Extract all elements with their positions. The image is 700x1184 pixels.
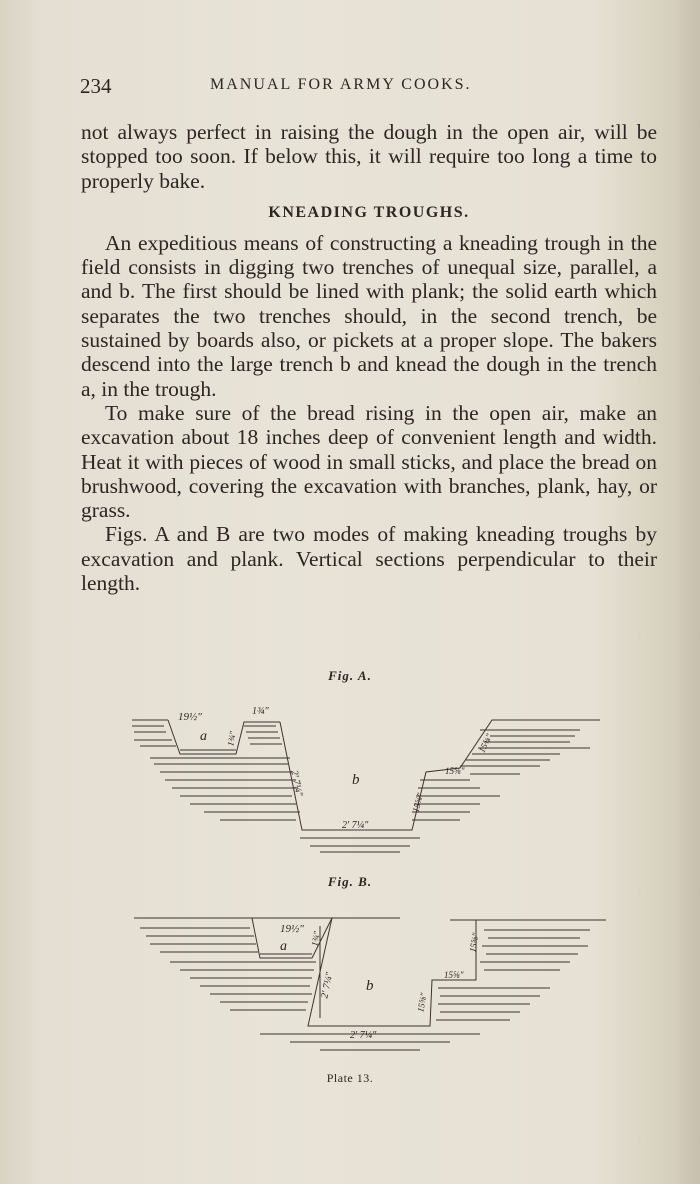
section-heading: KNEADING TROUGHS. (268, 203, 470, 221)
figure-b-trench-b-label: b (366, 978, 374, 994)
figure-a-depth-a-label: 1¾" (225, 730, 238, 747)
paragraph-bread-rising: To make sure of the bread rising in the open air, make an excavation about 18 inches deep of convenient length and width. Heat it with pieces of wood in small sticks, and place the bread on brushwood, covering the excavation with branches, plank, hay, or grass. (81, 400, 657, 523)
figure-b-right-lower-label: 15⅝" (415, 992, 429, 1013)
page-number: 234 (80, 74, 112, 98)
figure-a (120, 700, 610, 860)
figure-b-drawing (120, 908, 620, 1058)
paragraph-continuation: not always perfect in raising the dough in the open air, will be stopped too soon. If below this, it will require too long a time to properly bake. (81, 120, 657, 193)
figure-a-bottom-label: 2' 7¼" (342, 820, 369, 831)
figure-b-slope-left-label: 2' 7¼" (319, 971, 336, 1000)
paragraph-kneading-trough: An expeditious means of constructing a kneading trough in the field consists in digging two trenches of unequal size, parallel, a and b. The first should be lined with plank; the solid earth which separates the two trenches should, in the second trench, be sustained by boards also, or pickets at a proper slope. The bakers descend into the large trench b and knead the dough in the trench a, in the trough. (81, 230, 657, 401)
figure-b-caption: Fig. B. (327, 874, 373, 889)
figure-b-right-upper-label: 15⅝" (467, 932, 481, 953)
figure-b-right-step-label: 15⅝" (444, 970, 464, 980)
body-text (81, 120, 657, 595)
figure-a-caption: Fig. A. (328, 668, 372, 683)
figure-a-slope-left-label: 2' 7¼" (288, 769, 305, 798)
figure-b-width-a-label: 19½" (280, 923, 304, 935)
plate-caption: Plate 13. (326, 1071, 374, 1085)
figure-b-trench-a-label: a (280, 939, 287, 954)
figure-b-bottom-label: 2' 7¼" (350, 1030, 377, 1041)
figure-a-trench-a-label: a (200, 729, 207, 744)
running-title: MANUAL FOR ARMY COOKS. (210, 76, 472, 93)
figure-b (120, 908, 620, 1058)
figure-a-top-small-label: 1¾" (252, 706, 269, 717)
figure-a-width-a-label: 19½" (178, 711, 202, 723)
paragraph-figures: Figs. A and B are two modes of making kneading troughs by excavation and plank. Vertical sections perpendicular to their length. (81, 522, 657, 596)
figure-a-upper-right-label: 15⅝" (476, 732, 495, 755)
page-header (80, 74, 658, 102)
figure-a-drawing (120, 700, 610, 860)
figure-a-slope-right-label: 15⅝" (410, 791, 426, 814)
figure-a-step-right-label: 15⅝" (445, 766, 465, 776)
figure-b-depth-a-label: 1¾" (309, 930, 322, 947)
figure-a-trench-b-label: b (352, 772, 360, 788)
